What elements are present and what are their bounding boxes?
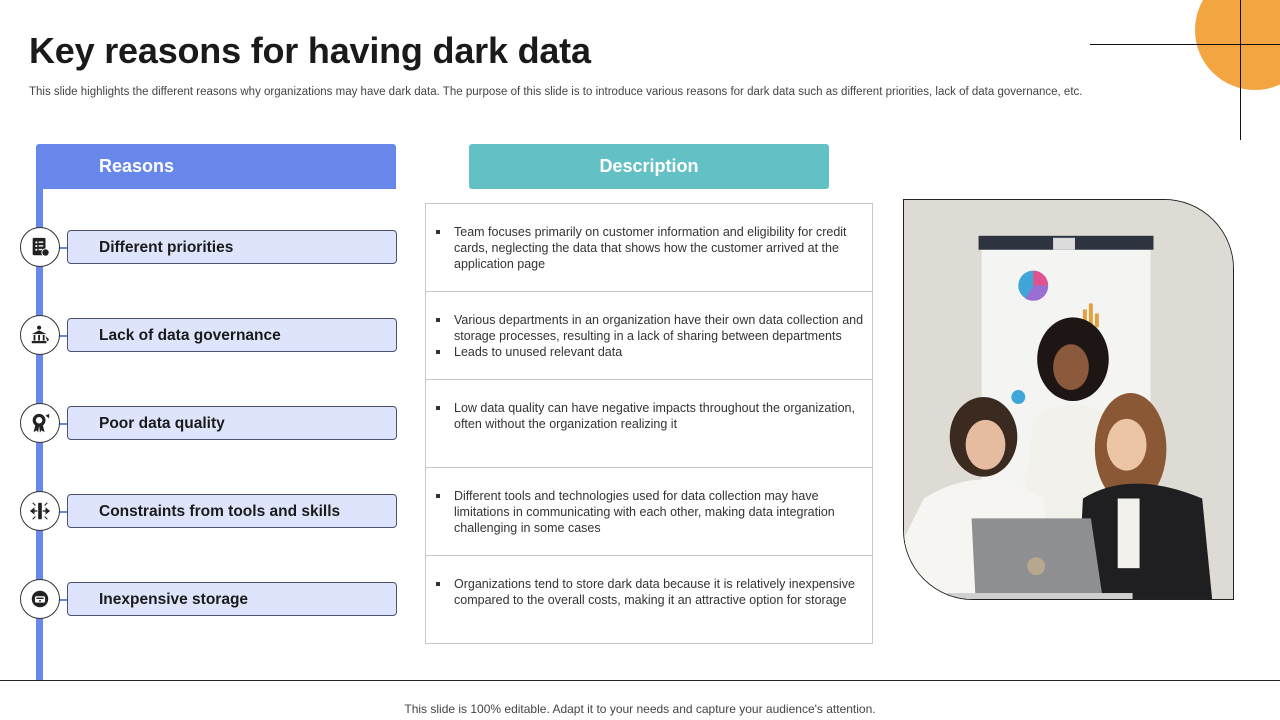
- team-meeting-photo: [903, 199, 1234, 600]
- reason-label: Inexpensive storage: [67, 582, 397, 616]
- description-table: [425, 203, 873, 644]
- reasons-header: Reasons: [36, 144, 396, 189]
- reason-label: Constraints from tools and skills: [67, 494, 397, 528]
- description-bullet: Various departments in an organization have their own data collection and storage processes, resulting in a lack of sharing between departments: [454, 313, 864, 343]
- slide-title: Key reasons for having dark data: [29, 30, 591, 71]
- decorative-horizontal-line: [1090, 44, 1280, 45]
- description-cell: [426, 380, 872, 468]
- description-cell: [426, 556, 872, 644]
- checklist-icon: [20, 227, 60, 267]
- description-bullet: Organizations tend to store dark data because it is relatively inexpensive compared to the overall costs, making it an attractive option for storage: [454, 576, 864, 608]
- decorative-orange-circle: [1195, 0, 1280, 90]
- constraint-arrows-icon: [20, 491, 60, 531]
- description-cell: [426, 468, 872, 556]
- reason-label: Poor data quality: [67, 406, 397, 440]
- description-bullet: Leads to unused relevant data: [454, 344, 864, 360]
- reason-row-lack-of-data-governance: [20, 315, 397, 357]
- governance-building-icon: [20, 315, 60, 355]
- description-bullet: Team focuses primarily on customer information and eligibility for credit cards, neglecting the data that shows how the customer arrived at the application page: [454, 224, 864, 272]
- reason-row-different-priorities: [20, 227, 397, 269]
- description-bullet: Different tools and technologies used for data collection may have limitations in communicating with each other, making data integration challenging in some cases: [454, 488, 864, 536]
- reason-row-inexpensive-storage: [20, 579, 397, 621]
- quality-badge-icon: [20, 403, 60, 443]
- footer-divider: [0, 680, 1280, 681]
- description-bullet: Low data quality can have negative impacts throughout the organization, often without the organization realizing it: [454, 400, 864, 432]
- reason-label: Lack of data governance: [67, 318, 397, 352]
- description-cell: [426, 292, 872, 380]
- reason-label: Different priorities: [67, 230, 397, 264]
- slide-footer: This slide is 100% editable. Adapt it to your needs and capture your audience's attention.: [404, 702, 876, 716]
- reason-row-constraints-from-tools-and-skills: [20, 491, 397, 533]
- slide-subtitle: This slide highlights the different reasons why organizations may have dark data. The purpose of this slide is to introduce various reasons for dark data such as different priorities, lack of data governance, etc.: [29, 86, 1083, 98]
- decorative-vertical-line: [1240, 0, 1241, 140]
- reason-row-poor-data-quality: [20, 403, 397, 445]
- description-cell: [426, 204, 872, 292]
- storage-icon: [20, 579, 60, 619]
- description-header: Description: [469, 144, 829, 189]
